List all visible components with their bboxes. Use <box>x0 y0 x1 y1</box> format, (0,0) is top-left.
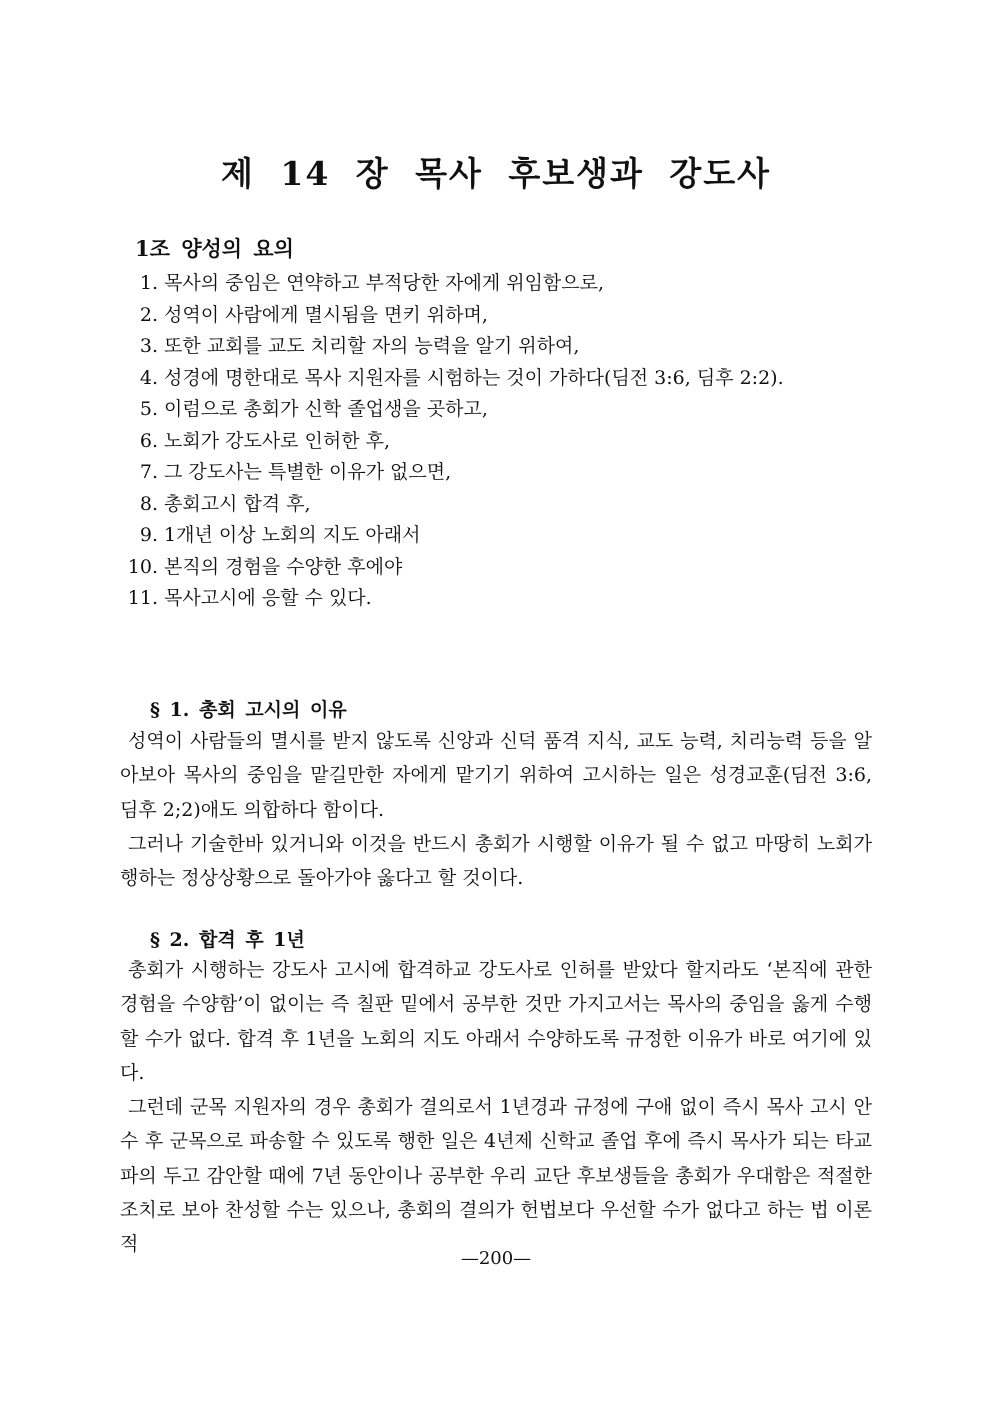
list-number: 10. <box>127 555 158 578</box>
list-number: 5. <box>139 398 158 420</box>
paragraph: 성역이 사람들의 멸시를 받지 않도록 신앙과 신덕 품격 지식, 교도 능력, 치리능력 등을 알아보아 목사의 중임을 맡길만한 자에게 맡기기 위하여 고시하는 일은 성경교훈(딤전 3:6, 딤후 2;2)애도 의합하다 함이다. <box>120 730 872 821</box>
list-text: 이럼으로 총회가 신학 졸업생을 곳하고, <box>164 398 488 420</box>
list-item <box>118 331 878 363</box>
paragraph: 그러나 기술한바 있거니와 이것을 반드시 총회가 시행할 이유가 될 수 없고 마땅히 노회가 행하는 정상상황으로 돌아가야 옳다고 할 것이다. <box>120 833 872 890</box>
list-text: 성경에 명한대로 목사 지원자를 시험하는 것이 가하다(딤전 3:6, 딤후 2:2). <box>164 366 784 389</box>
article-heading: 1조 양성의 요의 <box>135 236 294 261</box>
list-number: 11. <box>127 587 158 609</box>
list-item <box>118 520 878 552</box>
list-item <box>118 457 878 489</box>
section-heading: § 1. 총회 고시의 이유 <box>150 699 347 721</box>
list-number: 7. <box>139 461 158 483</box>
paragraph: 그런데 군목 지원자의 경우 총회가 결의로서 1년경과 규정에 구애 없이 즉시 목사 고시 안수 후 군목으로 파송할 수 있도록 행한 일은 4년제 신학교 졸업 후에 즉시 목사가 되는 타교파의 두고 감안할 때에 7년 동안이나 공부한 우리 교단 후보생들을 총회가 우대함은 적절한 조치로 보아 찬성할 수는 있으나, 총회의 결의가 헌법보다 우선할 수가 없다고 하는 법 이론적 <box>120 1096 872 1256</box>
list-text: 총회고시 합격 후, <box>164 492 311 515</box>
section-heading: § 2. 합격 후 1년 <box>150 929 305 951</box>
list-number: 2. <box>139 303 158 326</box>
list-text: 목사고시에 응할 수 있다. <box>164 587 372 609</box>
list-item <box>118 426 878 458</box>
list-text: 노회가 강도사로 인허한 후, <box>164 429 391 452</box>
list-item <box>118 583 878 615</box>
list-number: 3. <box>139 335 158 357</box>
list-item <box>118 300 878 332</box>
list-number: 8. <box>139 492 158 515</box>
list-text: 목사의 중임은 연약하고 부적당한 자에게 위임함으로, <box>164 272 605 294</box>
list-item <box>118 552 878 584</box>
list-number: 4. <box>139 366 158 389</box>
list-number: 6. <box>139 429 158 452</box>
list-text: 그 강도사는 특별한 이유가 없으면, <box>164 461 452 483</box>
chapter-title: 제 14 장 목사 후보생과 강도사 <box>220 154 772 193</box>
numbered-list <box>118 268 878 615</box>
list-number: 9. <box>139 524 158 546</box>
list-item <box>118 363 878 395</box>
list-text: 또한 교회를 교도 치리할 자의 능력을 알기 위하여, <box>164 335 580 357</box>
page-number: —200— <box>460 1248 532 1269</box>
list-item <box>118 268 878 300</box>
list-number: 1. <box>139 272 158 294</box>
list-text: 본직의 경험을 수양한 후에야 <box>164 555 403 578</box>
list-text: 1개년 이상 노회의 지도 아래서 <box>164 524 421 546</box>
list-text: 성역이 사람에게 멸시됨을 면키 위하며, <box>164 303 488 326</box>
list-item <box>118 489 878 521</box>
list-item <box>118 394 878 426</box>
paragraph: 총회가 시행하는 강도사 고시에 합격하교 강도사로 인허를 받았다 할지라도 ‘본직에 관한 경험을 수양함’이 없이는 즉 칠판 밑에서 공부한 것만 가지고서는 목사의 중임을 옳게 수행할 수가 없다. 합격 후 1년을 노회의 지도 아래서 수양하도록 규정한 이유가 바로 여기에 있다. <box>120 959 872 1084</box>
